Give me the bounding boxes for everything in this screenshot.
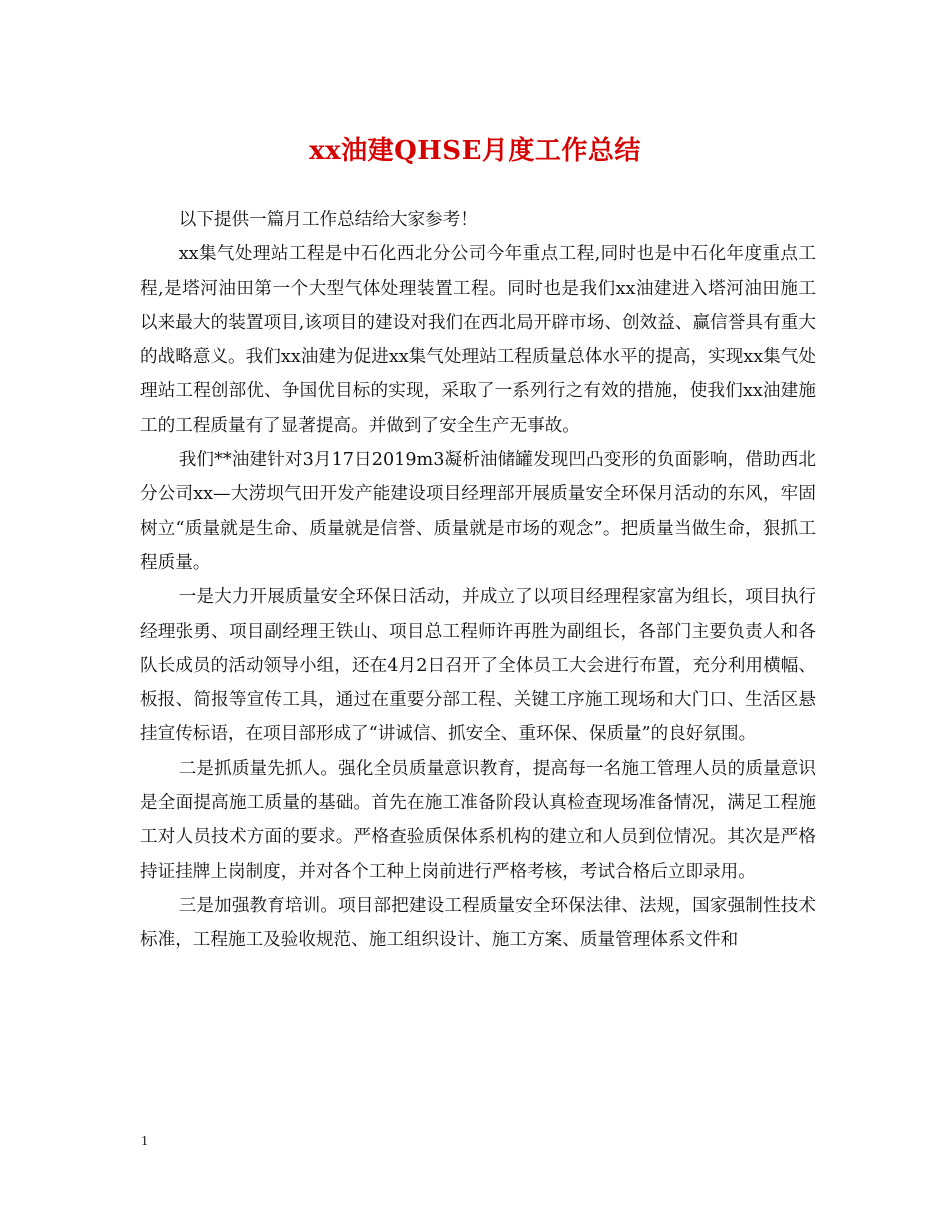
document-body — [140, 203, 816, 958]
document-title: xx油建QHSE月度工作总结 — [309, 136, 641, 166]
paragraph-point-two: 二是抓质量先抓人。强化全员质量意识教育，提高每一名施工管理人员的质量意识是全面提高施工质量的基础。首先在施工准备阶段认真检查现场准备情况，满足工程施工对人员技术方面的要求。严格查验质保体系机构的建立和人员到位情况。其次是严格持证挂牌上岗制度，并对各个工种上岗前进行严格考核，考试合格后立即录用。 — [140, 758, 816, 882]
paragraph-intro: 以下提供一篇月工作总结给大家参考！ — [178, 210, 478, 230]
paragraph-project-overview: xx集气处理站工程是中石化西北分公司今年重点工程,同时也是中石化年度重点工程,是塔河油田第一个大型气体处理装置工程。同时也是我们xx油建进入塔河油田施工以来最大的装置项目,该项目的建设对我们在西北局开辟市场、创效益、赢信誉具有重大的战略意义。我们xx油建为促进xx集气处理站工程质量总体水平的提高，实现xx集气处理站工程创部优、争国优目标的实现，采取了一系列行之有效的措施，使我们xx油建施工的工程质量有了显著提高。并做到了安全生产无事故。 — [140, 244, 816, 436]
paragraph-point-one: 一是大力开展质量安全环保日活动，并成立了以项目经理程家富为组长，项目执行经理张勇、项目副经理王铁山、项目总工程师许再胜为副组长，各部门主要负责人和各队长成员的活动领导小组，还在4月2日召开了全体员工大会进行布置，充分利用横幅、板报、简报等宣传工具，通过在重要分部工程、关键工序施工现场和大门口、生活区悬挂宣传标语，在项目部形成了“讲诚信、抓安全、重环保、保质量”的良好氛围。 — [140, 587, 816, 745]
paragraph-point-three: 三是加强教育培训。项目部把建设工程质量安全环保法律、法规，国家强制性技术标准，工程施工及验收规范、施工组织设计、施工方案、质量管理体系文件和 — [140, 895, 816, 951]
page-number: 1 — [141, 1134, 148, 1149]
paragraph-quality-month: 我们**油建针对3月17日2019m3凝析油储罐发现凹凸变形的负面影响，借助西北分公司xx—大涝坝气田开发产能建设项目经理部开展质量安全环保月活动的东风，牢固树立“质量就是生命、质量就是信誉、质量就是市场的观念”。把质量当做生命，狠抓工程质量。 — [140, 450, 816, 573]
